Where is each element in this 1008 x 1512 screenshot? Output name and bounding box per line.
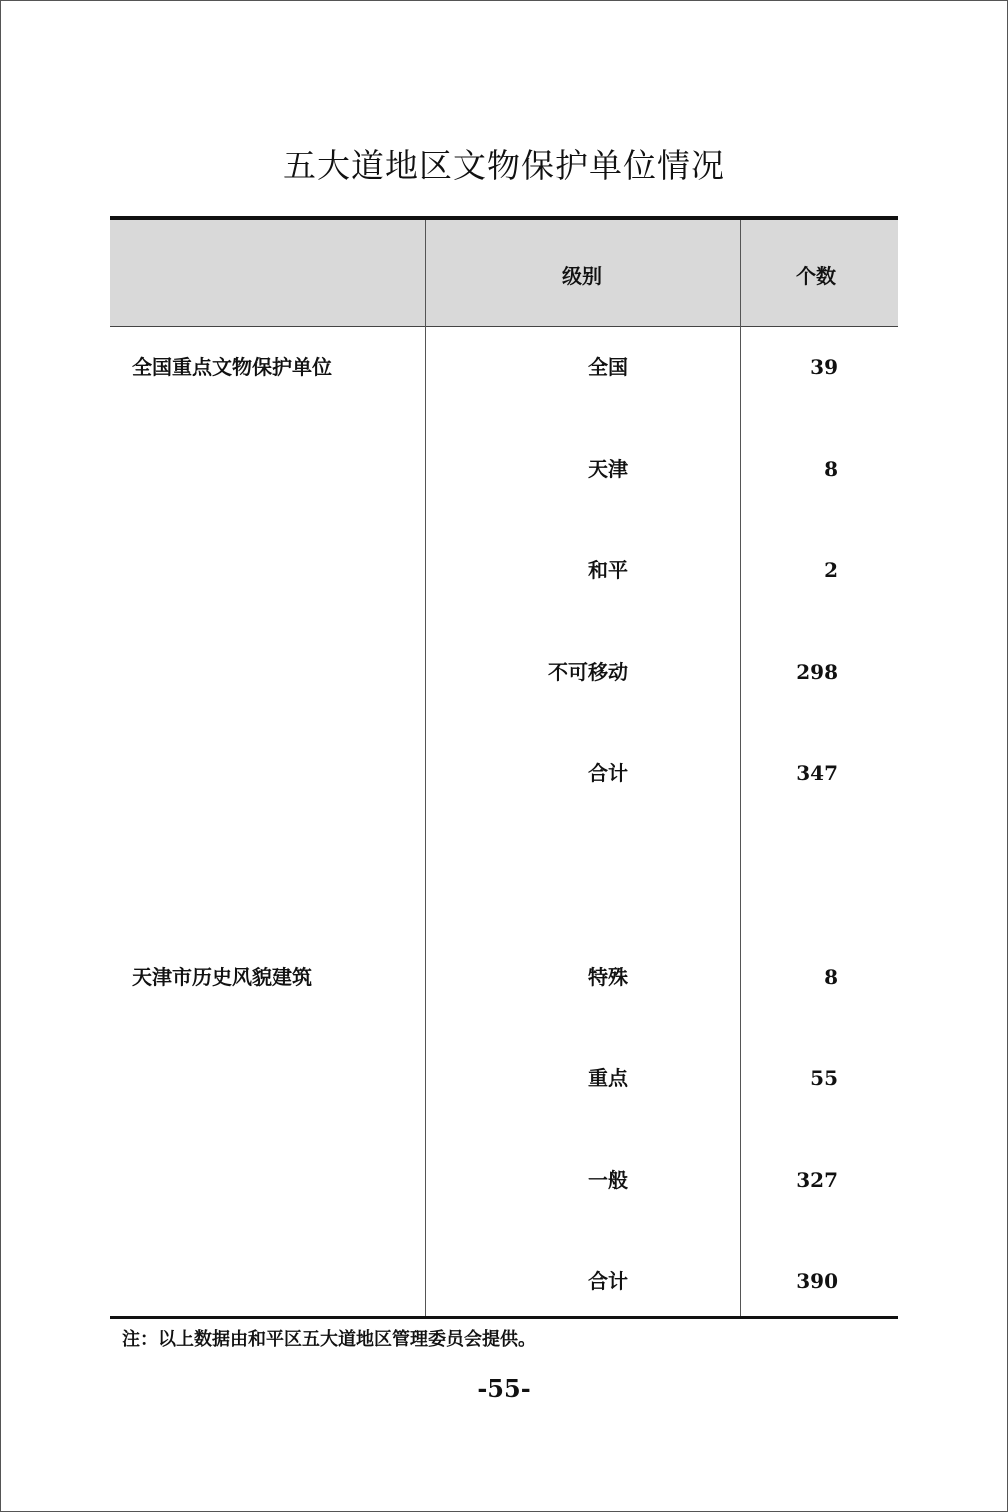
- heritage-table: [110, 216, 898, 1320]
- level-cell: 和平: [588, 558, 628, 582]
- level-cell: 一般: [588, 1168, 628, 1192]
- source-note: 注：以上数据由和平区五大道地区管理委员会提供。: [122, 1329, 536, 1350]
- page-title: 五大道地区文物保护单位情况: [283, 146, 725, 185]
- count-cell: 327: [796, 1168, 838, 1192]
- count-cell: 55: [810, 1066, 838, 1090]
- category-label: 全国重点文物保护单位: [132, 355, 332, 379]
- column-divider: [740, 220, 741, 1316]
- header-level: 级别: [562, 264, 602, 288]
- category-label: 天津市历史风貌建筑: [132, 965, 312, 989]
- level-cell: 合计: [588, 761, 628, 785]
- level-cell: 全国: [588, 355, 628, 379]
- count-cell: 390: [796, 1269, 838, 1293]
- count-cell: 8: [824, 457, 838, 481]
- count-cell: 2: [824, 558, 838, 582]
- count-cell: 298: [796, 660, 838, 684]
- level-cell: 天津: [588, 457, 628, 481]
- level-cell: 不可移动: [548, 660, 628, 684]
- count-cell: 39: [810, 355, 838, 379]
- page-number: -55-: [477, 1374, 531, 1403]
- level-cell: 重点: [588, 1066, 628, 1090]
- header-count: 个数: [796, 264, 836, 288]
- table-header: [110, 220, 898, 327]
- table-bottom-rule: [110, 1316, 898, 1319]
- count-cell: 8: [824, 965, 838, 989]
- column-divider: [425, 220, 426, 1316]
- level-cell: 合计: [588, 1269, 628, 1293]
- count-cell: 347: [796, 761, 838, 785]
- level-cell: 特殊: [588, 965, 628, 989]
